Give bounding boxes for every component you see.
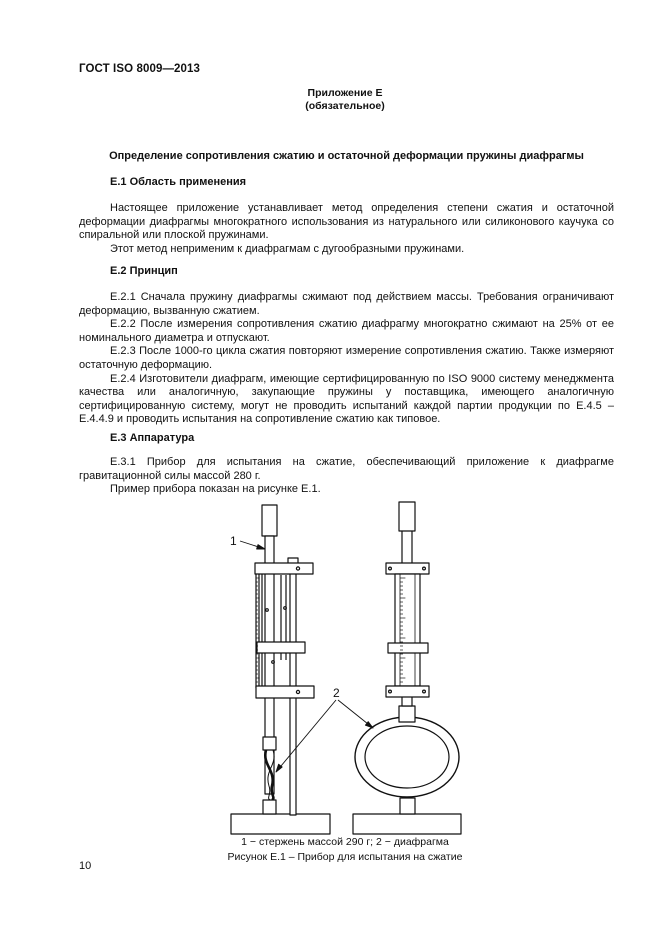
section-body-e1 bbox=[79, 202, 614, 256]
section-body-e2 bbox=[79, 291, 614, 427]
figure-legend bbox=[0, 836, 661, 850]
callout-label-2: 2 bbox=[333, 686, 340, 700]
paragraph: Е.2.3 После 1000-го цикла сжатия повторяют измерение сопротивления сжатию. Также измеряют остаточную деформацию. bbox=[79, 345, 614, 371]
paragraph: Этот метод неприменим к диафрагмам с дугообразными пружинами. bbox=[110, 242, 465, 255]
paragraph: Е.2.4 Изготовители диафрагм, имеющие сертифицированную по ISO 9000 систему менеджмента качества или аналогичную, закупающие пружины у поставщика, имеющего аналогичную сертифицированную систему, могут не проводить испытаний каждой партии продукции по Е.4.5 – Е.4.4.9 и проводить испытания на сопротивление сжатию как типовое. bbox=[79, 372, 614, 426]
paragraph: Е.3.1 Прибор для испытания на сжатие, обеспечивающий приложение к диафрагме гравитационной силы массой 280 г. bbox=[79, 456, 614, 482]
figure-caption: Рисунок Е.1 – Прибор для испытания на сжатие bbox=[227, 851, 463, 863]
section-heading-e2: Е.2 Принцип bbox=[110, 265, 178, 277]
figure-e1-apparatus bbox=[0, 495, 661, 835]
section-heading-e1: Е.1 Область применения bbox=[110, 176, 247, 188]
page-number: 10 bbox=[79, 860, 92, 872]
paragraph: Е.2.2 После измерения сопротивления сжатию диафрагму многократно сжимают на 25% от ее номинального диаметра и отпускают. bbox=[79, 318, 614, 344]
section-heading-e3: Е.3 Аппаратура bbox=[110, 432, 195, 444]
callout-label-1: 1 bbox=[230, 534, 237, 548]
left-apparatus-drawing bbox=[231, 505, 330, 834]
annex-status: (обязательное) bbox=[305, 100, 385, 112]
paragraph: Пример прибора показан на рисунке Е.1. bbox=[110, 483, 321, 496]
figure-legend-text: 1 − стержень массой 290 г; 2 − диафрагма bbox=[241, 836, 449, 848]
annex-heading bbox=[0, 87, 661, 113]
paragraph: Настоящее приложение устанавливает метод определения степени сжатия и остаточной деформации диафрагмы многократного использования из натурального или силиконового каучука со спиральной или плоской пружинами. bbox=[79, 202, 614, 242]
annex-title: Приложение Е bbox=[307, 87, 383, 99]
standard-header: ГОСТ ISO 8009—2013 bbox=[79, 63, 201, 75]
paragraph: Е.2.1 Сначала пружину диафрагмы сжимают под действием массы. Требования ограничивают деформацию, вызванную сжатием. bbox=[79, 291, 614, 317]
section-body-e3 bbox=[79, 456, 614, 497]
right-apparatus-drawing bbox=[353, 502, 461, 834]
document-title: Определение сопротивления сжатию и остаточной деформации пружины диафрагмы bbox=[109, 150, 584, 162]
